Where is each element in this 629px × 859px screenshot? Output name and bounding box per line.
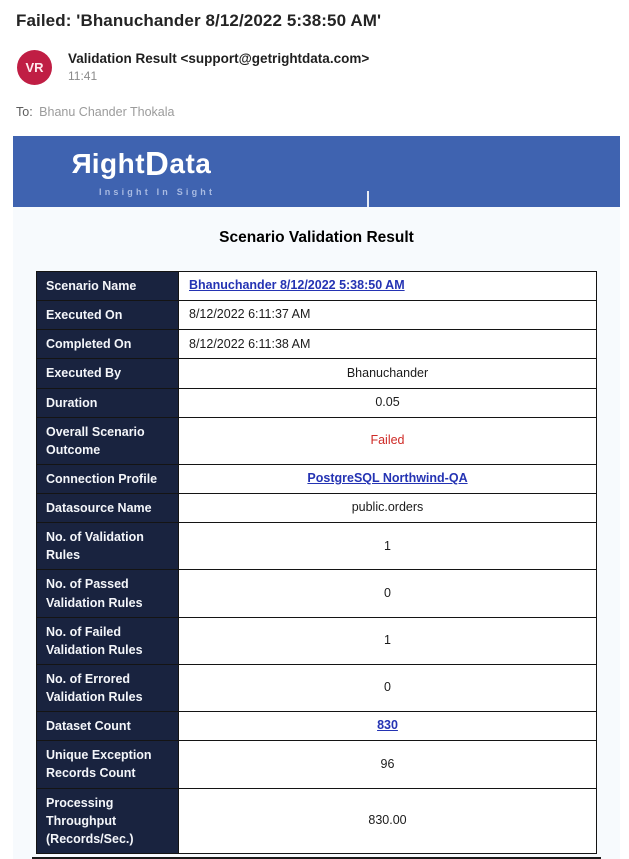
row-label-scenario-name: Scenario Name [37,272,179,301]
recipient-name: Bhanu Chander Thokala [39,105,175,119]
table-row [37,570,597,617]
table-row [37,388,597,417]
sender-name: Validation Result <support@getrightdata.com> [68,51,370,66]
row-label-unique-exception-count: Unique Exception Records Count [37,741,179,788]
sender-avatar[interactable]: VR [17,50,52,85]
email-body [13,136,620,859]
email-subject: Failed: 'Bhanuchander 8/12/2022 5:38:50 AM' [16,11,382,30]
table-row [37,741,597,788]
row-label-datasource-name: Datasource Name [37,494,179,523]
row-value-executed-by: Bhanuchander [179,359,597,388]
row-label-processing-throughput: Processing Throughput (Records/Sec.) [37,788,179,853]
row-value-validation-rules: 1 [179,523,597,570]
scenario-name-link[interactable]: Bhanuchander 8/12/2022 5:38:50 AM [189,278,405,293]
row-value-scenario-name [179,272,597,301]
received-time: 11:41 [68,69,98,83]
rightdata-banner [13,136,620,207]
row-value-processing-throughput: 830.00 [179,788,597,853]
connection-profile-link[interactable]: PostgreSQL Northwind-QA [307,471,468,486]
row-label-duration: Duration [37,388,179,417]
row-label-validation-rules: No. of Validation Rules [37,523,179,570]
logo-mirrored-r: R [71,148,92,179]
table-row [37,494,597,523]
row-value-passed-rules: 0 [179,570,597,617]
table-row [37,464,597,493]
report-title: Scenario Validation Result [219,229,414,246]
table-row [37,330,597,359]
logo-tagline: Insight In Sight [99,187,216,197]
rightdata-logo: RightData [71,145,212,182]
row-value-executed-on: 8/12/2022 6:11:37 AM [179,301,597,330]
row-label-overall-outcome: Overall Scenario Outcome [37,417,179,464]
row-label-passed-rules: No. of Passed Validation Rules [37,570,179,617]
table-row [37,712,597,741]
to-label: To: [16,105,33,119]
sender-row [0,31,629,85]
row-value-unique-exception-count: 96 [179,741,597,788]
row-label-errored-rules: No. of Errored Validation Rules [37,664,179,711]
banner-divider-tick [367,191,369,207]
sender-block [68,50,369,83]
table-row [37,523,597,570]
table-row [37,272,597,301]
row-value-overall-outcome: Failed [179,417,597,464]
table-row [37,617,597,664]
table-row [37,301,597,330]
dataset-count-link[interactable]: 830 [377,718,398,733]
row-label-executed-by: Executed By [37,359,179,388]
row-value-failed-rules: 1 [179,617,597,664]
row-label-dataset-count: Dataset Count [37,712,179,741]
table-row [37,788,597,853]
table-row [37,664,597,711]
recipient-row [0,85,629,119]
validation-table-body [37,272,597,854]
table-row [37,417,597,464]
validation-result-table [36,271,597,854]
logo-big-d: D [145,145,170,182]
row-label-connection-profile: Connection Profile [37,464,179,493]
row-value-connection-profile [179,464,597,493]
row-value-datasource-name: public.orders [179,494,597,523]
row-label-executed-on: Executed On [37,301,179,330]
row-value-errored-rules: 0 [179,664,597,711]
row-value-dataset-count [179,712,597,741]
table-row [37,359,597,388]
row-label-failed-rules: No. of Failed Validation Rules [37,617,179,664]
row-value-duration: 0.05 [179,388,597,417]
row-label-completed-on: Completed On [37,330,179,359]
report-content [13,207,620,859]
row-value-completed-on: 8/12/2022 6:11:38 AM [179,330,597,359]
